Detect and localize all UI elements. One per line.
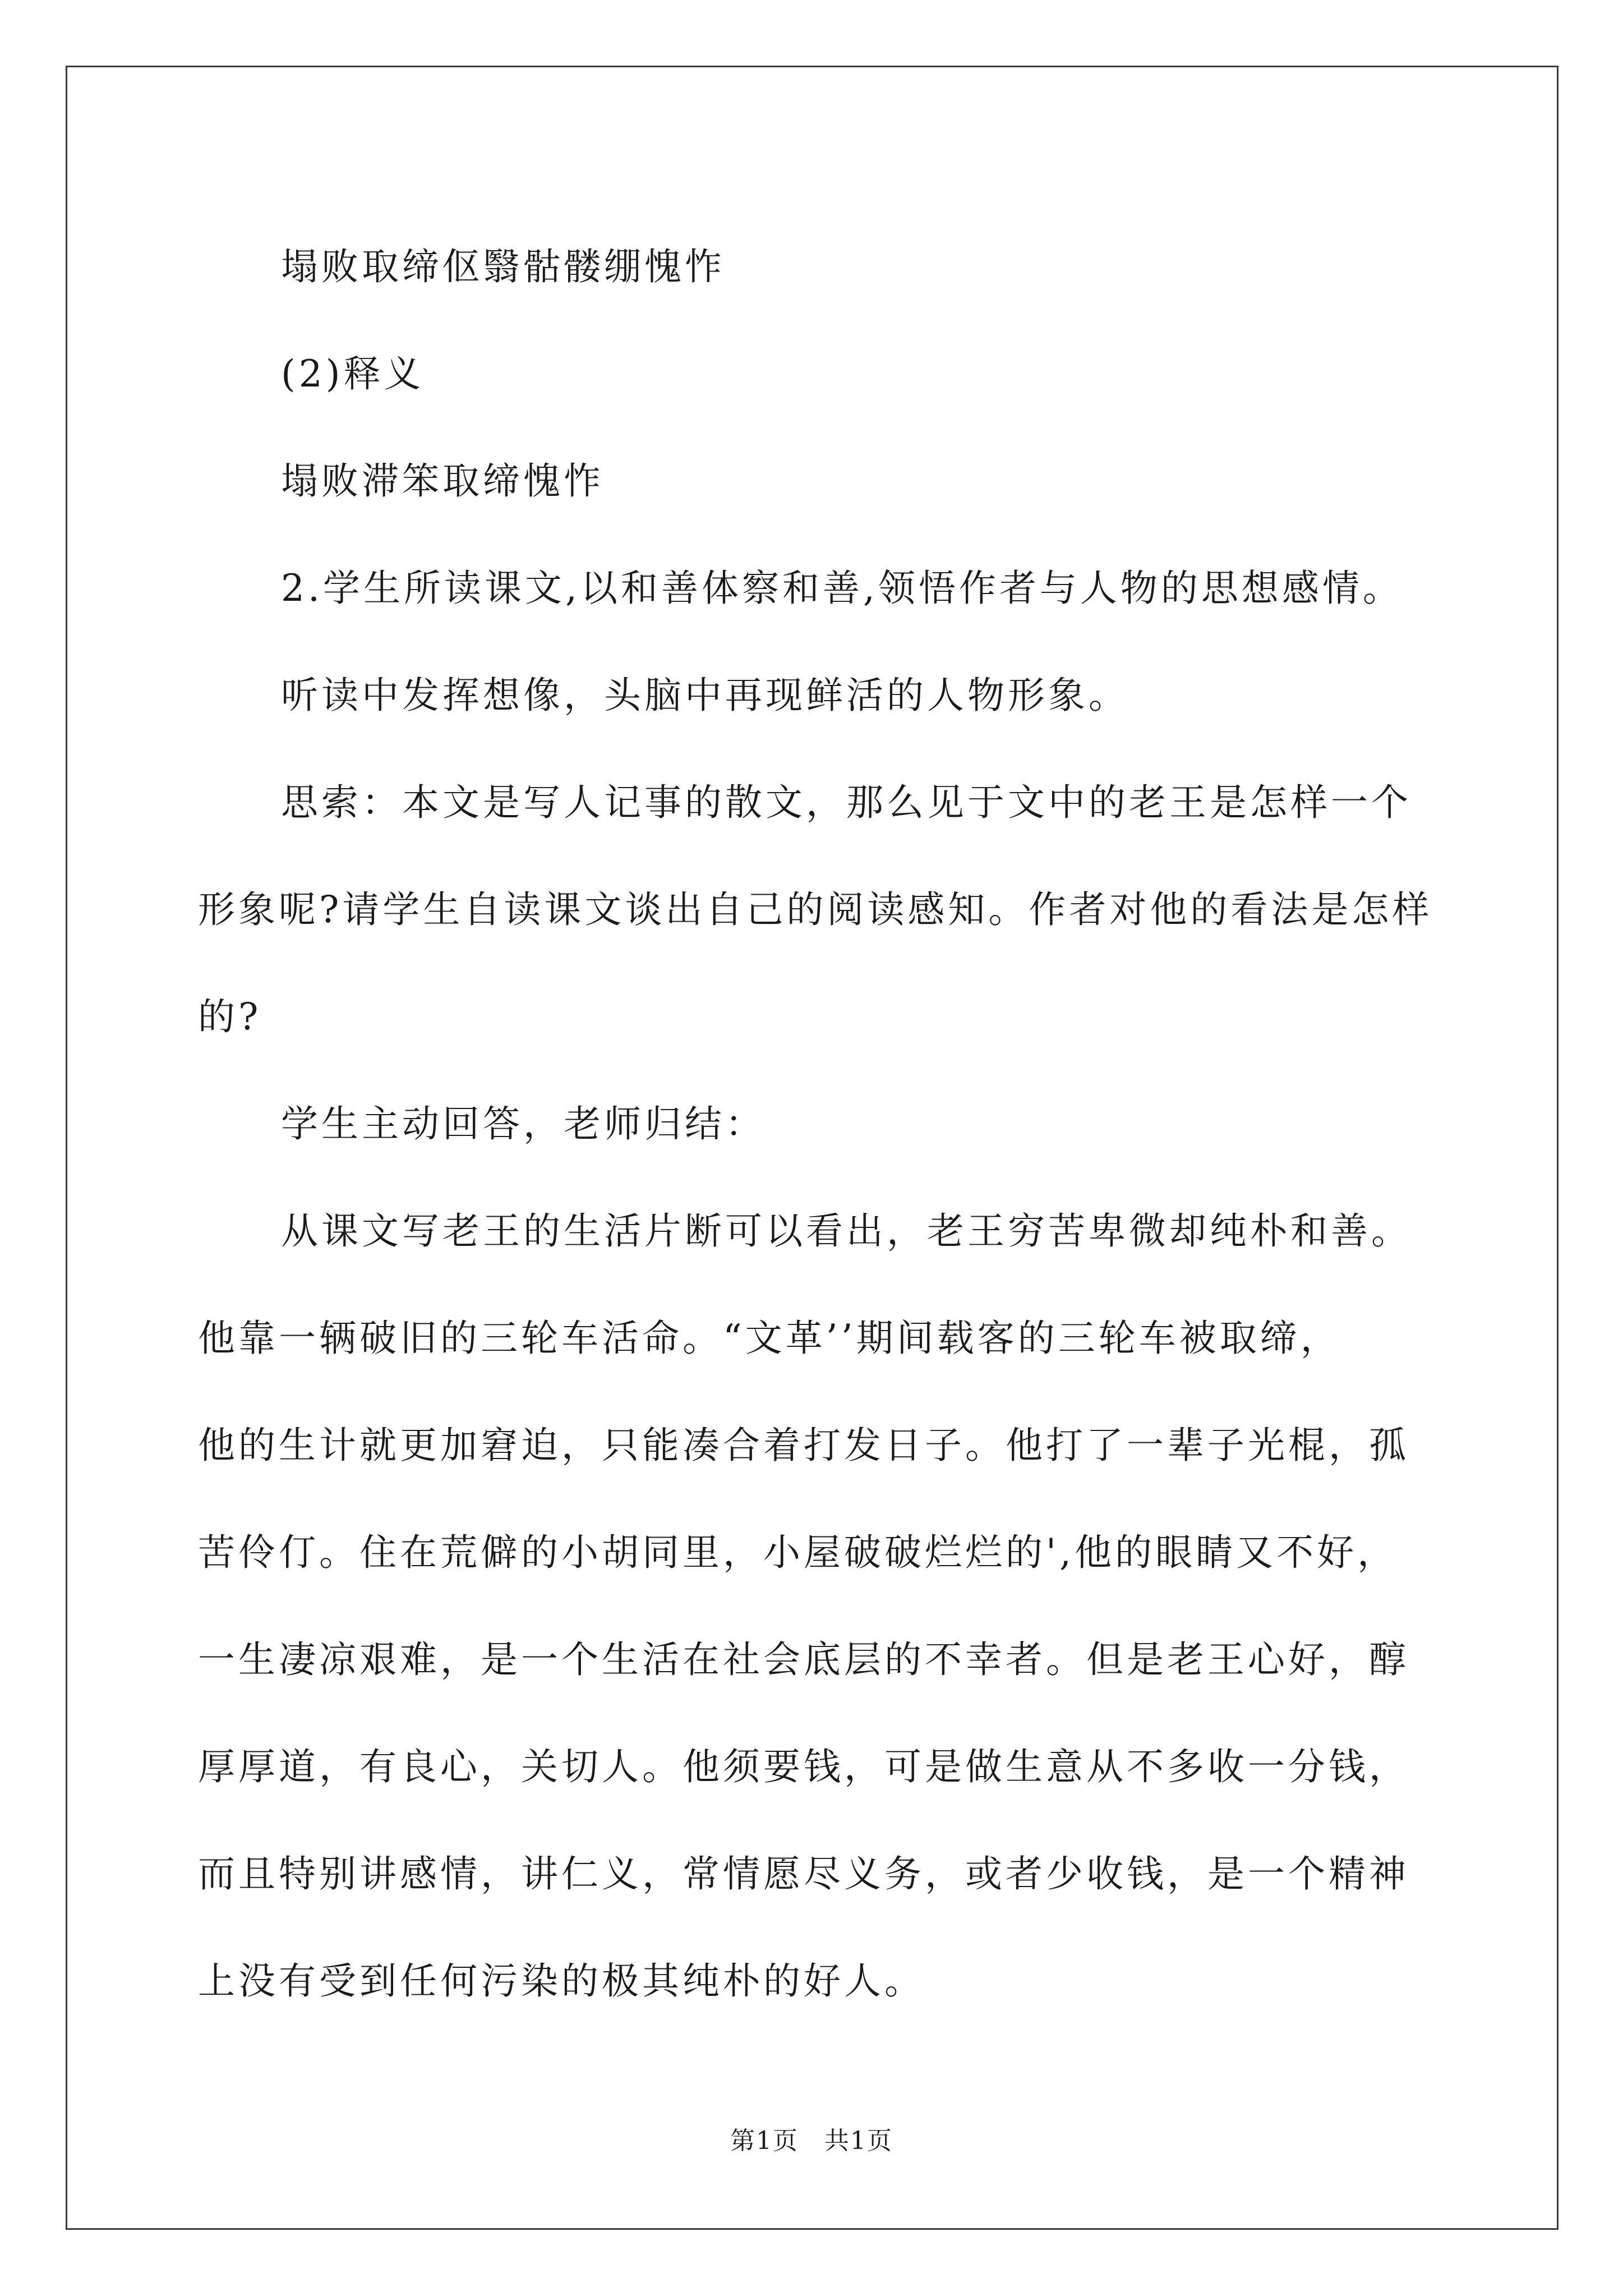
line-12: 他的生计就更加窘迫，只能凑合着打发日子。他打了一辈子光棍，孤 bbox=[198, 1424, 1409, 1467]
line-9: 学生主动回答，老师归结： bbox=[281, 1102, 766, 1145]
line-7: 形象呢?请学生自读课文谈出自己的阅读感知。作者对他的看法是怎样 bbox=[198, 888, 1433, 931]
line-3: 塌败滞笨取缔愧怍 bbox=[281, 459, 604, 503]
document-body bbox=[198, 213, 1449, 2035]
line-4: 2.学生所读课文,以和善体察和善,领悟作者与人物的思想感情。 bbox=[281, 567, 1403, 610]
line-10: 从课文写老王的生活片断可以看出，老王穷苦卑微却纯朴和善。 bbox=[281, 1209, 1412, 1253]
line-2: (2)释义 bbox=[281, 352, 425, 395]
line-8: 的? bbox=[198, 995, 262, 1038]
line-13: 苦伶仃。住在荒僻的小胡同里，小屋破破烂烂的',他的眼睛又不好， bbox=[198, 1531, 1398, 1574]
line-6: 思索：本文是写人记事的散文，那么见于文中的老王是怎样一个 bbox=[281, 781, 1412, 824]
line-14: 一生凄凉艰难，是一个生活在社会底层的不幸者。但是老王心好，醇 bbox=[198, 1638, 1409, 1681]
line-11: 他靠一辆破旧的三轮车活命。“文革’’期间载客的三轮车被取缔， bbox=[198, 1317, 1341, 1360]
page-number-footer: 第1页 共1页 bbox=[730, 2127, 893, 2155]
line-5: 听读中发挥想像，头脑中再现鲜活的人物形象。 bbox=[281, 674, 1129, 717]
line-1: 塌败取缔伛翳骷髅绷愧怍 bbox=[281, 245, 725, 288]
line-17: 上没有受到任何污染的极其纯朴的好人。 bbox=[198, 1959, 925, 2003]
line-15: 厚厚道，有良心，关切人。他须要钱，可是做生意从不多收一分钱， bbox=[198, 1745, 1409, 1788]
line-16: 而且特别讲感情，讲仁义，常情愿尽义务，或者少收钱，是一个精神 bbox=[198, 1852, 1409, 1895]
